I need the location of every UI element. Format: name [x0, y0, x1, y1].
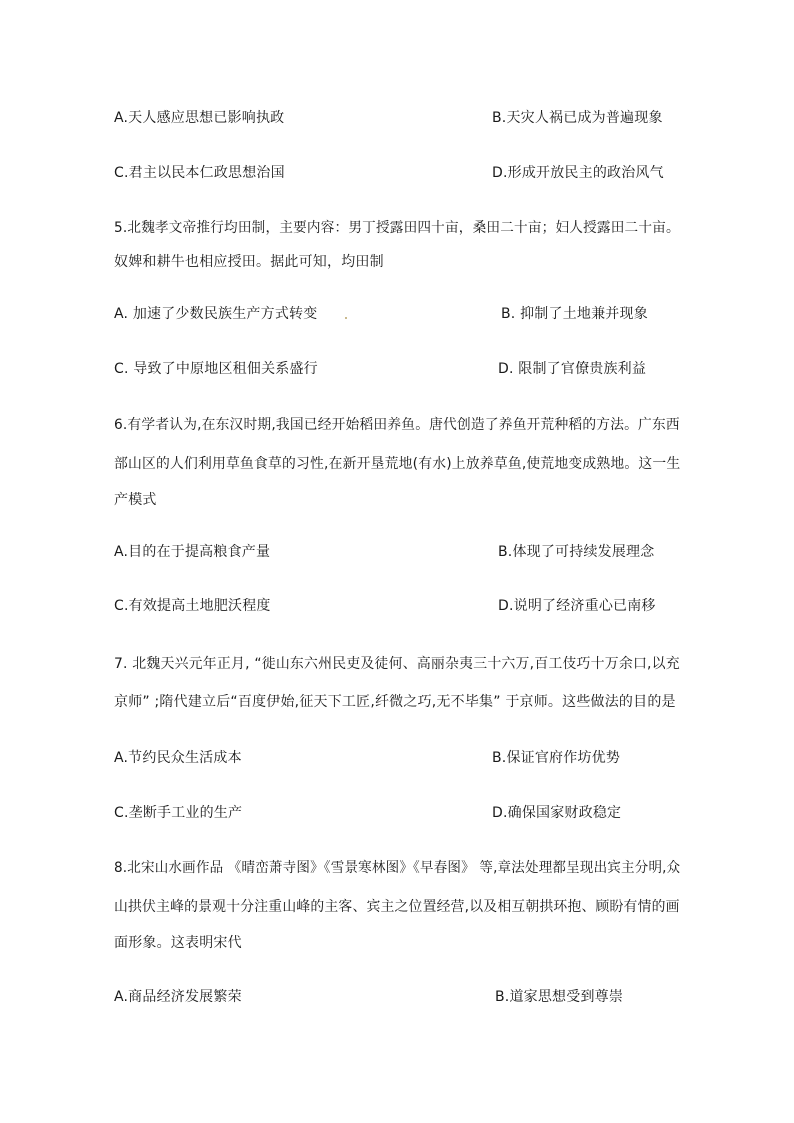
q6-stem-line-3: 产模式 [114, 492, 157, 508]
q6-option-b: B.体现了可持续发展理念 [498, 544, 655, 560]
q4-option-c: C.君主以民本仁政思想治国 [114, 165, 285, 181]
q5-option-a: A. 加速了少数民族生产方式转变 [114, 306, 318, 322]
q4-option-a: A.天人感应思想已影响执政 [114, 110, 285, 126]
q5-stem-line-1: 5.北魏孝文帝推行均田制，主要内容：男丁授露田四十亩，桑田二十亩；妇人授露田二十亩。 [114, 220, 680, 236]
q6-option-a: A.目的在于提高粮食产量 [114, 544, 271, 560]
q8-option-a: A.商品经济发展繁荣 [114, 989, 242, 1005]
q6-option-d: D.说明了经济重心已南移 [498, 598, 656, 614]
q4-option-d: D.形成开放民主的政治风气 [492, 165, 664, 181]
q7-option-a: A.节约民众生活成本 [114, 750, 242, 766]
q7-stem-line-1: 7. 北魏天兴元年正月, “徙山东六州民吏及徒何、高丽杂夷三十六万,百工伎巧十万余口,以充 [114, 656, 680, 672]
q8-stem-line-3: 面形象。这表明宋代 [114, 935, 242, 951]
q8-stem-line-2: 山拱伏主峰的景观十分注重山峰的主客、宾主之位置经营,以及相互朝拱环抱、顾盼有情的画 [114, 899, 680, 915]
q8-option-b: B.道家思想受到尊崇 [495, 989, 624, 1005]
q4-option-b: B.天灾人祸已成为普遍现象 [492, 110, 663, 126]
q7-option-b: B.保证官府作坊优势 [492, 750, 621, 766]
q7-stem-line-2: 京师” ;隋代建立后“百度伊始,征天下工匠,纤微之巧,无不毕集” 于京师。这些做法的目的是 [114, 694, 676, 710]
q7-option-c: C.垄断手工业的生产 [114, 805, 243, 821]
q5-stem-line-2: 奴婢和耕牛也相应授田。据此可知，均田制 [114, 254, 384, 270]
q7-option-d: D.确保国家财政稳定 [492, 805, 622, 821]
q5-option-c: C. 导致了中原地区租佃关系盛行 [114, 361, 318, 377]
scan-speck [345, 317, 347, 319]
q6-stem-line-2: 部山区的人们利用草鱼食草的习性,在新开垦荒地(有水)上放养草鱼,使荒地变成熟地。这一生 [114, 456, 681, 472]
q5-option-d: D. 限制了官僚贵族利益 [498, 361, 647, 377]
q5-option-b: B. 抑制了土地兼并现象 [501, 306, 648, 322]
q8-stem-line-1: 8.北宋山水画作品 《晴峦萧寺图》《雪景寒林图》《早春图》 等,章法处理都呈现出宾主分明,众 [114, 860, 681, 876]
q6-option-c: C.有效提高土地肥沃程度 [114, 598, 271, 614]
q6-stem-line-1: 6.有学者认为,在东汉时期,我国已经开始稻田养鱼。唐代创造了养鱼开荒种稻的方法。广东西 [114, 417, 680, 433]
